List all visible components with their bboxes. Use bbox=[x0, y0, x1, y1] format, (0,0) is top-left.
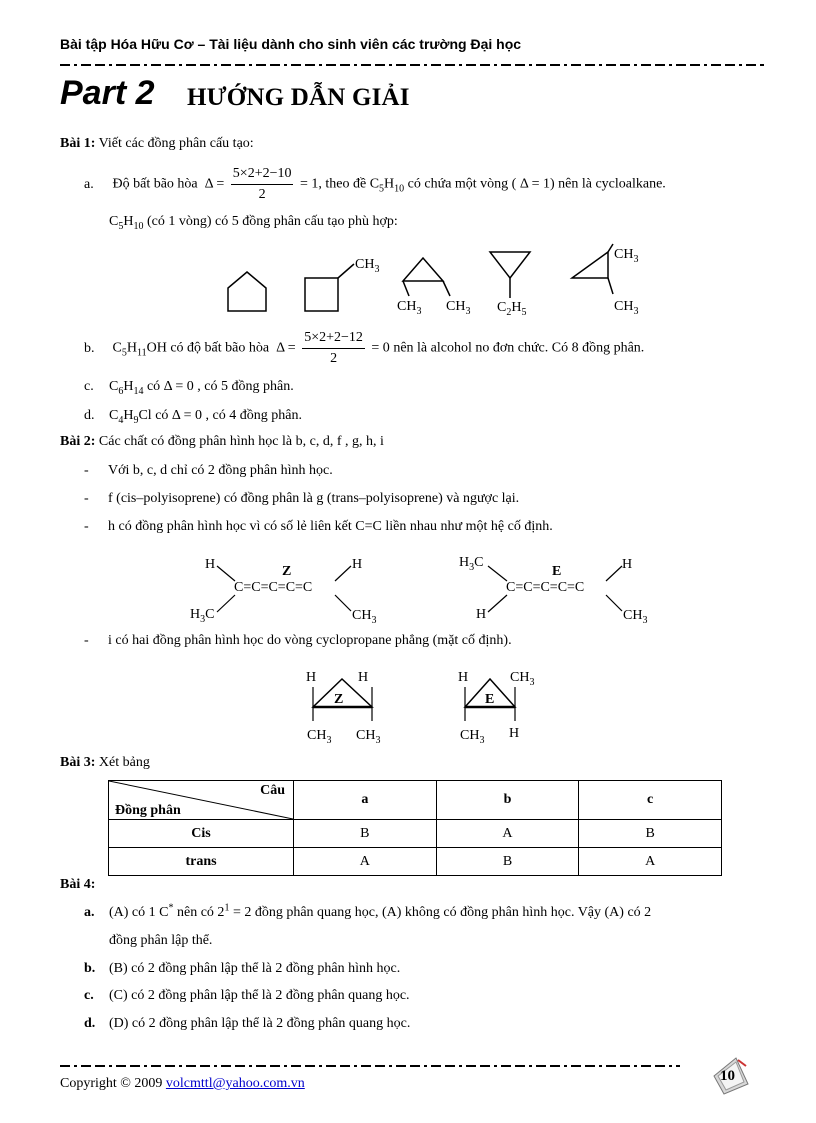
bai4-a-t3: = 2 đồng phân quang học, (A) không có đồng phân hình học. Vậy (A) có 2 bbox=[232, 905, 652, 920]
bai4-a-t1: (A) có 1 C bbox=[109, 905, 169, 920]
cyclo-z-ch3-1: $CH_3$ bbox=[307, 728, 332, 745]
ethyl-label: $C_2H_5$ bbox=[497, 300, 527, 318]
cumulene-e-h3c: $H_3C$ bbox=[459, 555, 484, 573]
cumulene-e-h-right: H bbox=[622, 557, 633, 572]
cumulene-e-label: E bbox=[552, 564, 562, 579]
cumulene-z-h-right: H bbox=[352, 557, 363, 572]
table-corner-cell bbox=[109, 781, 294, 820]
bai2-item-text: f (cis–polyisoprene) có đồng phân là g (trans–polyisoprene) và ngược lại. bbox=[108, 491, 520, 506]
bai1-b-sub2: 11 bbox=[136, 347, 147, 359]
table-cell: B bbox=[436, 848, 579, 876]
bai4-heading-line bbox=[60, 877, 95, 893]
page-number-badge bbox=[708, 1054, 752, 1098]
bai1-a-post: có chứa một vòng ( Δ = 1) nên là cycloalkane. bbox=[407, 176, 666, 192]
bai4-a-star: * bbox=[168, 902, 174, 914]
bai1-d-sub1: 4 bbox=[118, 414, 124, 426]
table-row-label: Cis bbox=[109, 820, 294, 848]
bai1-b-pre: OH có độ bất bão hòa bbox=[146, 340, 270, 356]
bai1-d bbox=[84, 408, 302, 424]
table-row bbox=[109, 820, 722, 848]
bai2-item-dash: - bbox=[84, 491, 89, 506]
bai1-b-marker: b. bbox=[84, 340, 95, 356]
cumulene-e-ch3: $CH_3$ bbox=[623, 608, 648, 626]
footer-email-link[interactable]: volcmttl@yahoo.com.vn bbox=[165, 1076, 305, 1091]
bai1-a-eq: = 1 bbox=[299, 176, 319, 192]
table-row-label: trans bbox=[109, 848, 294, 876]
bai1-c-c: C bbox=[109, 379, 119, 394]
bai1-b-post: nên là alcohol no đơn chức. Có 8 đồng phân. bbox=[393, 340, 645, 356]
cumulene-z-chain: C=C=C=C=C bbox=[234, 580, 313, 595]
bai2-item-text: h có đồng phân hình học vì có số lẻ liên kết C=C liền nhau như một hệ cố định. bbox=[108, 519, 553, 534]
cyclo-z-h1: H bbox=[306, 670, 317, 685]
bai4-d-text: (D) có 2 đồng phân lập thể là 2 đồng phân quang học. bbox=[109, 1016, 411, 1031]
footer bbox=[60, 1076, 305, 1092]
table-row bbox=[109, 848, 722, 876]
cumulene-z-label: Z bbox=[282, 564, 292, 579]
bai2-heading: Bài 2: bbox=[60, 434, 96, 449]
table-cell: A bbox=[579, 848, 722, 876]
cyclo-e-label: E bbox=[485, 692, 495, 707]
bai1-a-sub1: 5 bbox=[379, 183, 385, 195]
bai2-item-dash: - bbox=[84, 519, 89, 534]
bai1-b-fraction bbox=[302, 330, 365, 367]
cumulene-z-h3c: $H_3C$ bbox=[190, 607, 215, 625]
bai1-a-l2-text: (có 1 vòng) có 5 đồng phân cấu tạo phù hợp: bbox=[146, 214, 398, 229]
bai1-a-marker: a. bbox=[84, 176, 94, 192]
bai1-heading: Bài 1: bbox=[60, 136, 96, 151]
isomer-table bbox=[108, 780, 722, 876]
cumulene-e-h-left: H bbox=[476, 607, 487, 622]
bai1-b-sub1: 5 bbox=[121, 347, 127, 359]
bai1-a-line2 bbox=[109, 214, 398, 230]
bai4-c-marker: c. bbox=[84, 988, 94, 1003]
bai2-item-dash: - bbox=[84, 463, 89, 478]
bai1-d-c: C bbox=[109, 408, 119, 423]
bai1-c bbox=[84, 379, 294, 395]
bai1-b-c: C bbox=[112, 340, 122, 356]
cumulene-e-chain: C=C=C=C=C bbox=[506, 580, 585, 595]
bai4-a-marker: a. bbox=[84, 905, 95, 920]
bai2-line bbox=[60, 434, 384, 450]
bai2-item-text: Với b, c, d chỉ có 2 đồng phân hình học. bbox=[108, 463, 333, 478]
bai1-a-h: H bbox=[384, 176, 395, 192]
cyclopropane-ring-1 bbox=[403, 258, 443, 281]
cyclo-e-ch3-bottom: $CH_3$ bbox=[460, 728, 485, 745]
bai1-c-sub1: 6 bbox=[118, 385, 124, 397]
bai1-c-sub2: 14 bbox=[133, 385, 144, 397]
bai1-d-marker: d. bbox=[84, 408, 95, 423]
bai1-a-sub2: 10 bbox=[394, 183, 405, 195]
bai1-a-num: 5×2+2−10 bbox=[231, 166, 294, 185]
methyl-label-3: $CH_3$ bbox=[446, 299, 471, 317]
bai2-item bbox=[84, 633, 512, 649]
bai1-text: Viết các đồng phân cấu tạo: bbox=[98, 136, 254, 151]
cumulene-structures bbox=[185, 548, 705, 628]
bai4-a-exp: 1 bbox=[224, 902, 230, 914]
bai1-a-l2-c: C bbox=[109, 214, 119, 229]
bai1-d-text: Cl có Δ = 0 , có 4 đồng phân. bbox=[138, 408, 302, 423]
page-number: 10 bbox=[720, 1068, 735, 1084]
bai2-item-dash: - bbox=[84, 633, 89, 648]
bai1-b-num: 5×2+2−12 bbox=[302, 330, 365, 349]
cumulene-z-h-left: H bbox=[205, 557, 216, 572]
bai3-heading: Bài 3: bbox=[60, 755, 96, 770]
bai1-c-marker: c. bbox=[84, 379, 94, 394]
bai4-d-marker: d. bbox=[84, 1016, 96, 1031]
table-header-row bbox=[109, 781, 722, 820]
bai4-c-text: (C) có 2 đồng phân lập thể là 2 đồng phân quang học. bbox=[109, 988, 410, 1003]
table-cell: B bbox=[579, 820, 722, 848]
footer-copyright: Copyright © 2009 bbox=[60, 1076, 163, 1091]
cyclo-z-label: Z bbox=[334, 692, 344, 707]
bai1-a-l2-h: H bbox=[123, 214, 134, 229]
bai1-d-sub2: 9 bbox=[133, 414, 139, 426]
bai2-item-text: i có hai đồng phân hình học do vòng cyclopropane phẳng (mặt cố định). bbox=[108, 633, 512, 648]
bai2-text: Các chất có đồng phân hình học là b, c, d, f , g, h, i bbox=[98, 434, 384, 449]
table-cell: B bbox=[294, 820, 437, 848]
cyclopropane-isomers bbox=[300, 665, 560, 745]
cyclo-e-h1: H bbox=[458, 670, 469, 685]
bai1-a: a. Độ bất bão hòa Δ = $\frac{5\times 2+2-10}{2}$ = 1, theo đề $C_5H_{10}$ có chứa một vòng ( Δ = 1) nên là cycloalkane. bbox=[84, 166, 666, 202]
bai1-c-h: H bbox=[123, 379, 134, 394]
bai4-d bbox=[84, 1016, 410, 1032]
cyclobutane-ring bbox=[305, 278, 338, 311]
methyl-label-4: $CH_3$ bbox=[614, 247, 639, 265]
cumulene-z-ch3: $CH_3$ bbox=[352, 608, 377, 626]
cyclo-e-h2: H bbox=[509, 726, 520, 741]
cyclo-e-ch3-top: $CH_3$ bbox=[510, 670, 535, 688]
bai1-b-den: 2 bbox=[330, 351, 338, 366]
bai1-a-fraction bbox=[231, 166, 294, 203]
bai4-heading: Bài 4: bbox=[60, 877, 96, 892]
bai4-c bbox=[84, 988, 410, 1004]
bai2-item bbox=[84, 463, 333, 479]
bai2-item bbox=[84, 491, 519, 507]
cyclopentane-ring bbox=[228, 272, 266, 311]
table-corner-top: Câu bbox=[260, 783, 285, 798]
cyclo-z-ch3-2: $CH_3$ bbox=[356, 728, 381, 745]
bai1-b-h: H bbox=[126, 340, 137, 356]
bai1-a-l2-sub2: 10 bbox=[133, 220, 144, 232]
table-cell: A bbox=[436, 820, 579, 848]
part-label: Part 2 bbox=[60, 74, 155, 112]
header-title: Bài tập Hóa Hữu Cơ – Tài liệu dành cho sinh viên các trường Đại học bbox=[60, 36, 522, 52]
part-title: HƯỚNG DẪN GIẢI bbox=[187, 84, 410, 111]
bai4-a-line2: đồng phân lập thể. bbox=[109, 933, 213, 948]
bai3-line bbox=[60, 755, 150, 771]
methyl-label-1: $CH_3$ bbox=[355, 257, 380, 275]
bai1-d-h: H bbox=[123, 408, 134, 423]
bai1-c-text: có Δ = 0 , có 5 đồng phân. bbox=[146, 379, 294, 394]
bai4-b-text: (B) có 2 đồng phân lập thể là 2 đồng phân hình học. bbox=[109, 961, 401, 976]
cycloalkane-structures bbox=[220, 240, 660, 320]
cyclopropane-ring-2 bbox=[490, 252, 530, 278]
bai1-a-mid: , theo đề C bbox=[318, 176, 380, 192]
bai4-a bbox=[84, 902, 652, 921]
methyl-label-2: $CH_3$ bbox=[397, 299, 422, 317]
bai1-b-eq: = 0 bbox=[371, 340, 390, 356]
header-divider bbox=[60, 62, 764, 68]
bai3-text: Xét bảng bbox=[98, 755, 150, 770]
bai1-line bbox=[60, 136, 254, 152]
table-col-header: c bbox=[579, 781, 722, 820]
table-col-header: a bbox=[294, 781, 437, 820]
bai1-a-pre: Độ bất bão hòa bbox=[112, 176, 198, 192]
bai4-b-marker: b. bbox=[84, 961, 96, 976]
methyl-label-5: $CH_3$ bbox=[614, 299, 639, 317]
table-corner-bottom: Đồng phân bbox=[115, 803, 181, 818]
bai1-a-l2-sub1: 5 bbox=[118, 220, 124, 232]
bai4-b bbox=[84, 961, 400, 977]
table-col-header: b bbox=[436, 781, 579, 820]
bai1-b: b. $C_5H_{11}OH$ có độ bất bão hòa Δ = $\frac{5\times 2+2-12}{2}$ = 0 nên là alcohol no đơn chức. Có 8 đồng phân. bbox=[84, 330, 645, 366]
table-cell: A bbox=[294, 848, 437, 876]
cyclo-z-h2: H bbox=[358, 670, 369, 685]
bai1-a-den: 2 bbox=[258, 187, 266, 202]
bai2-item bbox=[84, 519, 553, 535]
bai4-a-t2: nên có 2 bbox=[177, 905, 225, 920]
footer-divider bbox=[60, 1063, 680, 1069]
cyclopropane-ring-3 bbox=[572, 252, 608, 278]
